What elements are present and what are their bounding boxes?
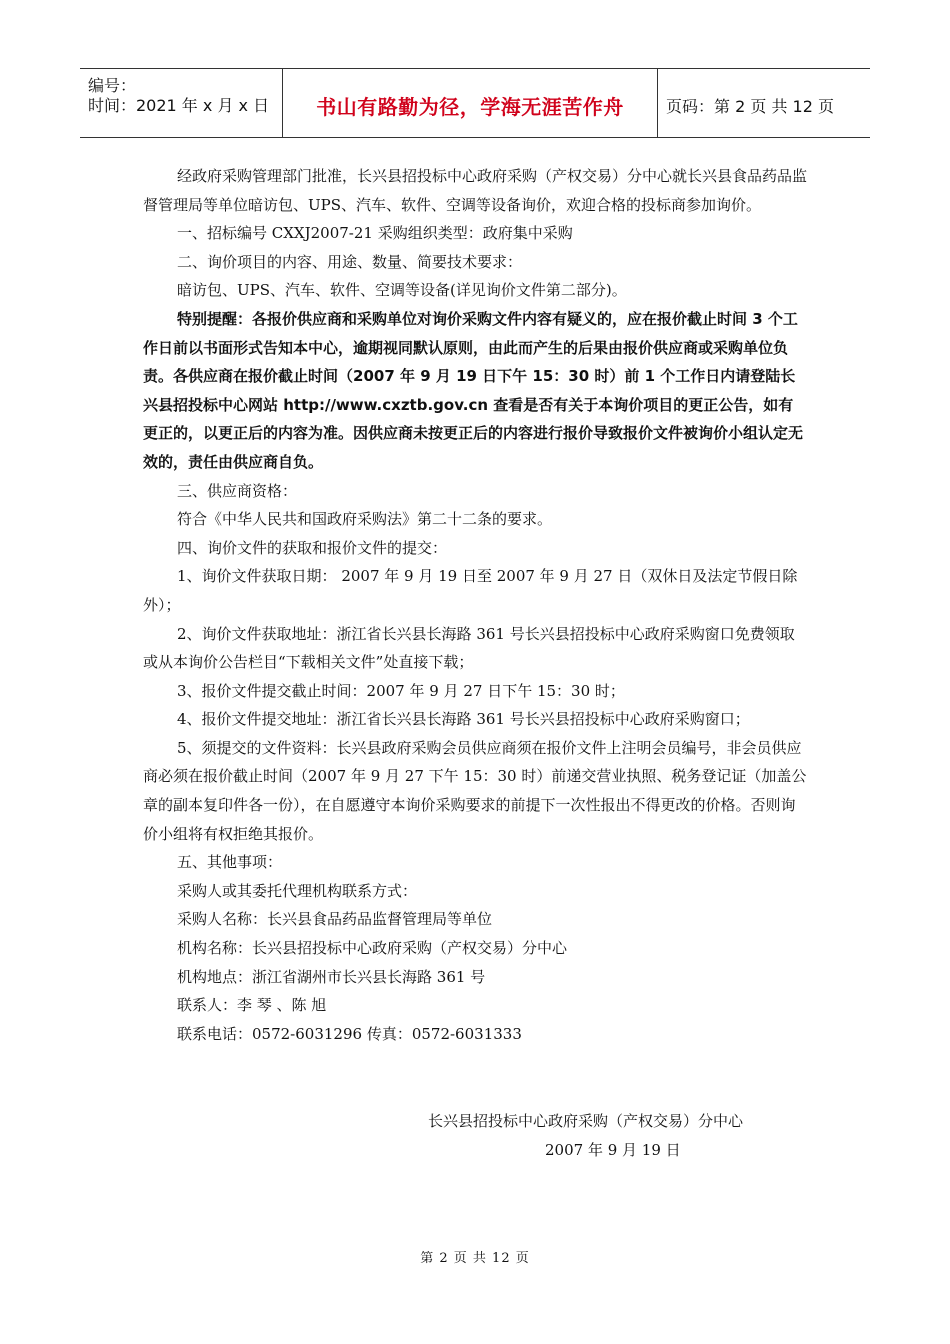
contact-phone-fax: 联系电话：0572-6031296 传真：0572-6031333	[177, 1024, 522, 1043]
section-1-tender-number: 一、招标编号 CXXJ2007-21 采购组织类型：政府集中采购	[177, 224, 573, 243]
document-number-label: 编号：	[88, 76, 137, 95]
header-page-cell	[658, 69, 870, 137]
header-motto-cell	[283, 69, 658, 137]
signature-organization: 长兴县招投标中心政府采购（产权交易）分中心	[428, 1112, 744, 1130]
page-header	[80, 68, 870, 138]
section-4-item-4: 4、报价文件提交地址：浙江省长兴县长海路 361 号长兴县招投标中心政府采购窗口；	[177, 710, 750, 729]
section-5-heading: 五、其他事项：	[177, 853, 283, 872]
section-3-content: 符合《中华人民共和国政府采购法》第二十二条的要求。	[177, 510, 553, 529]
purchaser-name: 采购人名称：长兴县食品药品监督管理局等单位	[177, 910, 493, 929]
document-date-label: 时间：2021 年 x 月 x 日	[88, 96, 270, 115]
contact-heading: 采购人或其委托代理机构联系方式：	[177, 881, 418, 900]
agency-name: 机构名称：长兴县招投标中心政府采购（产权交易）分中心	[177, 939, 568, 958]
header-meta-cell	[80, 69, 283, 137]
intro-paragraph: 经政府采购管理部门批准，长兴县招投标中心政府采购（产权交易）分中心就长兴县食品药品监督管理局等单位暗访包、UPS、汽车、软件、空调等设备询价，欢迎合格的投标商参加询价。	[143, 167, 808, 214]
page-footer: 第 2 页 共 12 页	[420, 1251, 530, 1266]
signature-date: 2007 年 9 月 19 日	[545, 1141, 681, 1159]
document-body	[143, 162, 808, 1048]
section-4-item-2: 2、询价文件获取地址：浙江省长兴县长海路 361 号长兴县招投标中心政府采购窗口免费领取或从本询价公告栏目“下载相关文件”处直接下载；	[143, 624, 795, 672]
header-page-info: 页码：第 2 页 共 12 页	[666, 97, 834, 116]
section-4-item-1: 1、询价文件获取日期： 2007 年 9 月 19 日至 2007 年 9 月 27 日（双休日及法定节假日除外）；	[143, 567, 798, 614]
section-4-item-5: 5、须提交的文件资料：长兴县政府采购会员供应商须在报价文件上注明会员编号，非会员供应商必须在报价截止时间（2007 年 9 月 27 下午 15：30 时）前递交营业执照、税务登记证（加盖公章的副本复印件各一份），在自愿遵守本询价采购要求的前提下一次性报出不得更改的价格。否则询价小组将有权拒绝其报价。	[143, 738, 807, 843]
contact-persons: 联系人：李 琴 、陈 旭	[177, 996, 327, 1015]
special-reminder-paragraph: 特别提醒：各报价供应商和采购单位对询价采购文件内容有疑义的，应在报价截止时间 3 个工作日前以书面形式告知本中心，逾期视同默认原则，由此而产生的后果由报价供应商或采购单位负责。各供应商在报价截止时间（2007 年 9 月 19 日下午 15：30 时）前 1 个工作日内请登陆长兴县招投标中心网站 http://www.cxztb.gov.cn 查看是否有关于本询价项目的更正公告，如有更正的，以更正后的内容为准。因供应商未按更正后的内容进行报价导致报价文件被询价小组认定无效的，责任由供应商自负。	[143, 309, 804, 471]
section-3-heading: 三、供应商资格：	[177, 481, 298, 500]
agency-address: 机构地点：浙江省湖州市长兴县长海路 361 号	[177, 967, 486, 986]
section-2-items: 暗访包、UPS、汽车、软件、空调等设备(详见询价文件第二部分)。	[177, 281, 627, 300]
section-2-heading: 二、询价项目的内容、用途、数量、简要技术要求：	[177, 252, 523, 271]
section-4-heading: 四、询价文件的获取和报价文件的提交：	[177, 538, 448, 557]
section-4-item-3: 3、报价文件提交截止时间：2007 年 9 月 27 日下午 15：30 时；	[177, 681, 625, 700]
header-motto: 书山有路勤为径，学海无涯苦作舟	[316, 95, 624, 119]
